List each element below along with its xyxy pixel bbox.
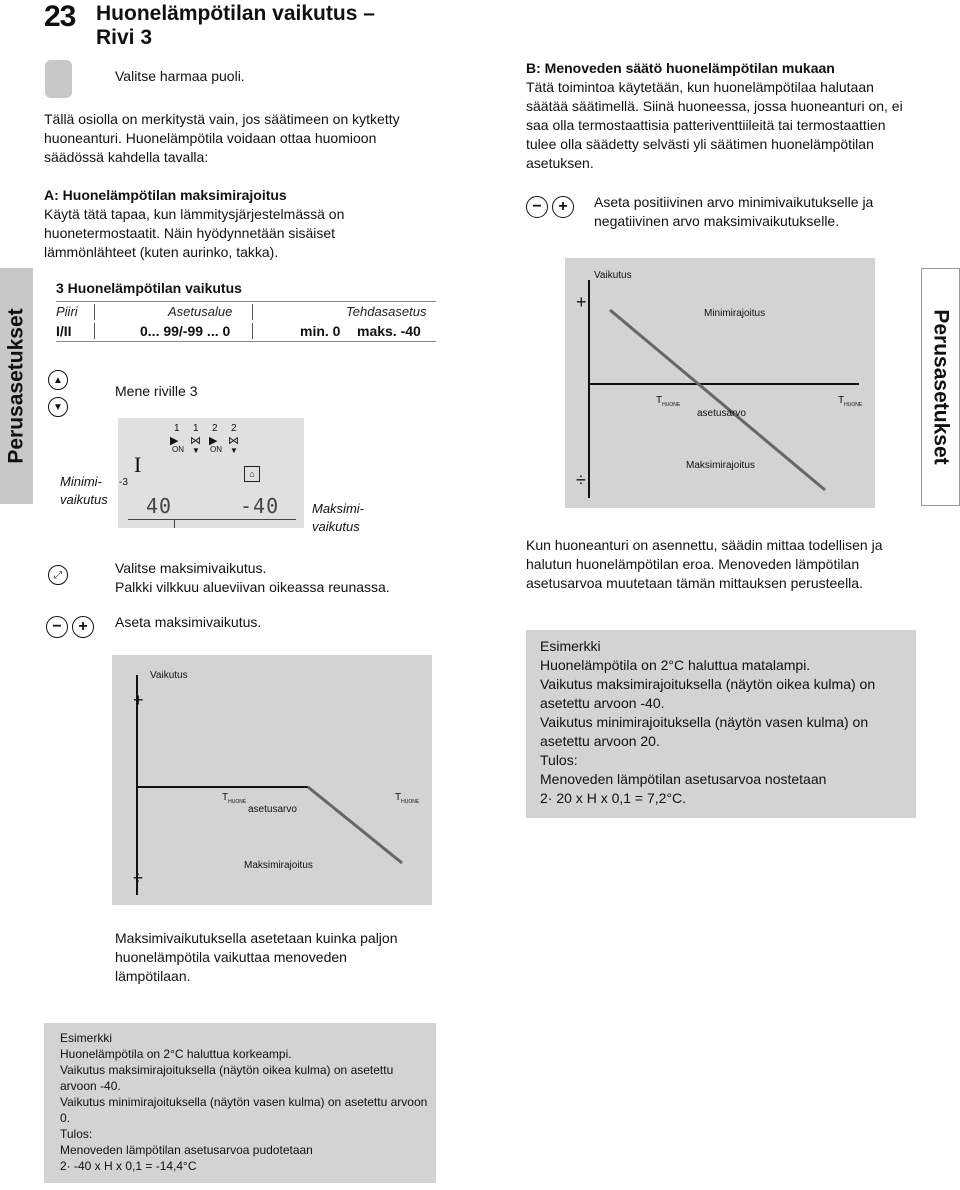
example-left-line: Huonelämpötila on 2°C haluttua korkeampi. (60, 1047, 292, 1061)
example-right-line: Menoveden lämpötilan asetusarvoa nostetaan (540, 771, 827, 787)
graph-max-asetusarvo: asetusarvo (248, 804, 297, 815)
pump-icon: ▶ (170, 435, 179, 447)
plus-icon: + (552, 196, 574, 218)
row-piiri: I/II (56, 323, 72, 339)
page-number: 23 (44, 0, 76, 33)
minus-icon: − (526, 196, 548, 218)
graph-minmax-maksimirajoitus: Maksimirajoitus (686, 460, 755, 471)
minus-icon: − (46, 616, 68, 638)
lcd-range-tick (174, 519, 175, 528)
graph-max-maksimirajoitus: Maksimirajoitus (244, 860, 313, 871)
right-explain-text: Kun huoneanturi on asennettu, säädin mittaa todellisen ja halutun huonelämpötilan eroa. Menoveden lämpötilan asetusarvoa muutetaan tämän mittauksen perusteella. (526, 537, 883, 591)
page-title-line1: Huonelämpötilan vaikutus – (96, 2, 375, 25)
page-title (96, 2, 375, 50)
plus-icon: + (72, 616, 94, 638)
triangle-down-icon: ▼ (192, 446, 200, 455)
header-piiri: Piiri (56, 304, 78, 319)
page-title-line2: Rivi 3 (96, 26, 153, 49)
example-right-line: Tulos: (540, 752, 578, 768)
graph-minmax-minus: ÷ (576, 470, 586, 490)
lcd-right-value: -40 (240, 494, 280, 518)
lcd-num: 1 (174, 423, 180, 434)
lcd-roman: I (134, 452, 142, 477)
example-left-line: Vaikutus maksimirajoituksella (näytön oikea kulma) on asetettu arvoon -40. (60, 1063, 394, 1093)
graph-max-thuone-left: $T_{HUONE}$ (222, 792, 247, 805)
select-knob-icon: ⤢ (48, 565, 68, 585)
example-right-line: Vaikutus minimirajoituksella (näytön vasen kulma) on asetettu arvoon 20. (540, 714, 869, 749)
example-left-line: Esimerkki (60, 1031, 113, 1045)
arrow-down-icon: ▼ (48, 397, 68, 417)
table-vline (94, 304, 95, 320)
example-right-line: Huonelämpötila on 2°C haluttua matalampi. (540, 657, 811, 673)
intro-paragraph: Tällä osiolla on merkitystä vain, jos säätimeen on kytketty huoneanturi. Huonelämpötila voidaan ottaa huomioon säädössä kahdella tavalla: (44, 111, 400, 165)
example-right-line: 2· 20 x H x 0,1 = 7,2°C. (540, 790, 687, 806)
example-right-line: Vaikutus maksimirajoituksella (näytön oikea kulma) on asetettu arvoon -40. (540, 676, 876, 711)
valve-icon: ⋈ (228, 435, 239, 447)
lcd-num: 1 (193, 423, 199, 434)
example-left-line: 2· -40 x H x 0,1 = -14,4°C (60, 1159, 197, 1173)
minus-plus-buttons (46, 616, 94, 638)
arrow-up-icon: ▲ (48, 370, 68, 390)
on-label: ON (210, 445, 222, 454)
select-gray-text: Valitse harmaa puoli. (115, 68, 245, 84)
section-a-text: Käytä tätä tapaa, kun lämmitysjärjestelmässä on huonetermostaatit. Näin hyödynnetään sisäiset lämmönlähteet (kuten aurinko, takka). (44, 206, 345, 260)
row-tehdas-max: maks. -40 (357, 323, 421, 339)
graph-max-plus: + (133, 690, 144, 710)
table-divider (56, 301, 436, 302)
table-title: 3 Huonelämpötilan vaikutus (56, 280, 242, 296)
section-b-title: B: Menoveden säätö huonelämpötilan mukaan (526, 60, 835, 76)
table-vline (252, 304, 253, 320)
graph-minmax-plus: + (576, 292, 587, 312)
lcd-range-line (128, 519, 296, 520)
graph-minmax-thuone-right: $T_{HUONE}$ (838, 395, 863, 408)
table-vline (94, 323, 95, 339)
graph-minmax-vaikutus: Vaikutus (594, 270, 632, 281)
table-divider (56, 341, 436, 342)
lcd-num: 2 (231, 423, 237, 434)
example-left-line: Menoveden lämpötilan asetusarvoa pudotetaan (60, 1143, 313, 1157)
house-icon: ⌂ (244, 466, 260, 482)
lcd-left-value: 40 (146, 494, 173, 518)
side-tab-right: Perusasetukset (921, 268, 960, 506)
header-tehdasasetus: Tehdasasetus (346, 304, 427, 319)
gray-side-button-icon (45, 60, 72, 98)
valve-icon: ⋈ (190, 435, 201, 447)
example-left-line: Tulos: (60, 1127, 93, 1141)
label-minimi: Minimi- vaikutus (60, 474, 108, 507)
set-max-text: Aseta maksimivaikutus. (115, 614, 262, 630)
example-left-line: Vaikutus minimirajoituksella (näytön vasen kulma) on asetettu arvoon 0. (60, 1095, 428, 1125)
example-right-text (540, 637, 910, 808)
go-row-text: Mene riville 3 (115, 383, 198, 399)
lcd-num: 2 (212, 423, 218, 434)
lcd-minus3: -3 (119, 477, 128, 488)
example-right-line: Esimerkki (540, 638, 601, 654)
graph-max-minus: ÷ (133, 868, 143, 888)
triangle-down-icon: ▼ (230, 446, 238, 455)
max-effect-text: Maksimivaikutuksella asetetaan kuinka paljon huonelämpötila vaikuttaa menoveden lämpötilaan. (115, 930, 398, 984)
graph-minmax-asetusarvo: asetusarvo (697, 408, 746, 419)
section-b-instruction: Aseta positiivinen arvo minimivaikutukselle ja negatiivinen arvo maksimivaikutukselle. (594, 194, 874, 229)
side-tab-left: Perusasetukset (0, 268, 33, 504)
header-asetusalue: Asetusalue (168, 304, 233, 319)
label-maksimi: Maksimi- vaikutus (312, 501, 364, 534)
example-left-text (60, 1030, 428, 1174)
graph-max-slope (308, 787, 402, 863)
bar-blink-text: Palkki vilkkuu alueviivan oikeassa reunassa. (115, 579, 390, 595)
row-tehdas-min: min. 0 (300, 323, 341, 339)
graph-minmax-thuone-left: $T_{HUONE}$ (656, 395, 681, 408)
minus-plus-buttons-b (526, 196, 574, 218)
select-max-text: Valitse maksimivaikutus. (115, 560, 267, 576)
section-a-title: A: Huonelämpötilan maksimirajoitus (44, 187, 287, 203)
graph-max-vaikutus: Vaikutus (150, 670, 188, 681)
section-b-text: Tätä toimintoa käytetään, kun huonelämpötilaa halutaan säätää säätimellä. Siinä huoneessa, jossa huoneanturi on, ei saa olla termostaattisia patteriventtiileitä tai termostaattien tulee olla säädetty selvästi yli säätimen huonelämpötilan asetuksen. (526, 79, 903, 171)
row-asetusalue: 0... 99/-99 ... 0 (140, 323, 231, 339)
on-label: ON (172, 445, 184, 454)
graph-minmax-minimirajoitus: Minimirajoitus (704, 308, 766, 319)
table-vline (252, 323, 253, 339)
pump-icon: ▶ (209, 435, 218, 447)
graph-max-thuone-right: $T_{HUONE}$ (395, 792, 420, 805)
